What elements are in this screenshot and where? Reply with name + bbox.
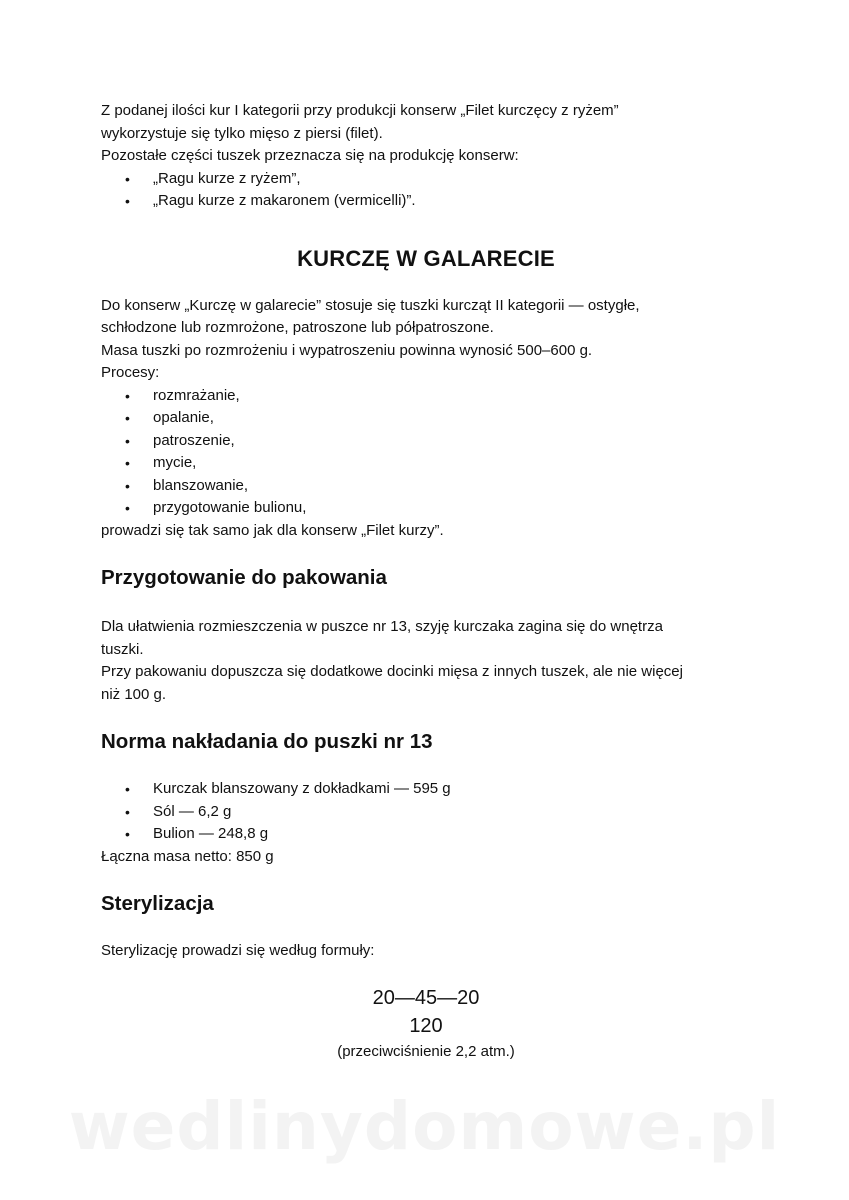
prep-line-3: Przy pakowaniu dopuszcza się dodatkowe docinki mięsa z innych tuszek, ale nie więcej — [101, 663, 683, 680]
prep-line-2: tuszki. — [101, 640, 144, 658]
list-item: • „Ragu kurze z makaronem (vermicelli)”. — [153, 190, 751, 213]
process-list — [101, 385, 751, 520]
formula-note: (przeciwciśnienie 2,2 atm.) — [337, 1042, 515, 1060]
prep-line-1: Dla ułatwienia rozmieszczenia w puszce nr 13, szyję kurczaka zagina się do wnętrza — [101, 618, 663, 635]
list-item: • „Ragu kurze z ryżem”, — [153, 168, 751, 191]
intro-line-1: Z podanej ilości kur I kategorii przy produkcji konserw „Filet kurczęcy z ryżem” — [101, 102, 619, 119]
intro-line-2: wykorzystuje się tylko mięso z piersi (filet). — [101, 124, 383, 142]
list-item: • patroszenie, — [153, 430, 751, 453]
main-paragraph-2: Masa tuszki po rozmrożeniu i wypatroszeniu powinna wynosić 500–600 g. — [101, 341, 593, 359]
list-item: • blanszowanie, — [153, 475, 751, 498]
list-item: • przygotowanie bulionu, — [153, 497, 751, 520]
list-item: • mycie, — [153, 452, 751, 475]
list-item: • opalanie, — [153, 407, 751, 430]
main-line-2: schłodzone lub rozmrożone, patroszone lub półpatroszone. — [101, 319, 494, 336]
list-item: • Sól — 6,2 g — [153, 801, 751, 824]
norm-total: Łączna masa netto: 850 g — [101, 847, 274, 865]
norm-heading: Norma nakładania do puszki nr 13 — [101, 730, 433, 753]
main-line-1: Do konserw „Kurczę w galarecie” stosuje się tuszki kurcząt II kategorii — ostygłe, — [101, 296, 640, 314]
sterilization-text: Sterylizację prowadzi się według formuły: — [101, 942, 375, 959]
page-title: KURCZĘ W GALARECIE — [297, 245, 555, 271]
prep-heading: Przygotowanie do pakowania — [101, 566, 387, 589]
formula-bottom: 120 — [409, 1014, 443, 1037]
main-paragraph-3: Procesy: — [101, 364, 160, 381]
sterilization-formula — [101, 984, 751, 1064]
sterilization-heading: Sterylizacja — [101, 892, 214, 915]
formula-top: 20—45—20 — [372, 986, 480, 1009]
prep-line-4: niż 100 g. — [101, 685, 167, 703]
list-item: • rozmrażanie, — [153, 385, 751, 408]
watermark: wedlinydomowe.pl — [68, 1088, 781, 1165]
list-item: • Bulion — 248,8 g — [153, 823, 751, 846]
intro-paragraph-2: Pozostałe części tuszek przeznacza się na produkcję konserw: — [101, 147, 519, 164]
list-item: • Kurczak blanszowany z dokładkami — 595 g — [153, 778, 751, 801]
main-paragraph-4: prowadzi się tak samo jak dla konserw „Filet kurzy”. — [101, 521, 444, 539]
intro-list — [101, 168, 751, 213]
document-page — [101, 100, 751, 1064]
norm-list — [101, 778, 751, 846]
